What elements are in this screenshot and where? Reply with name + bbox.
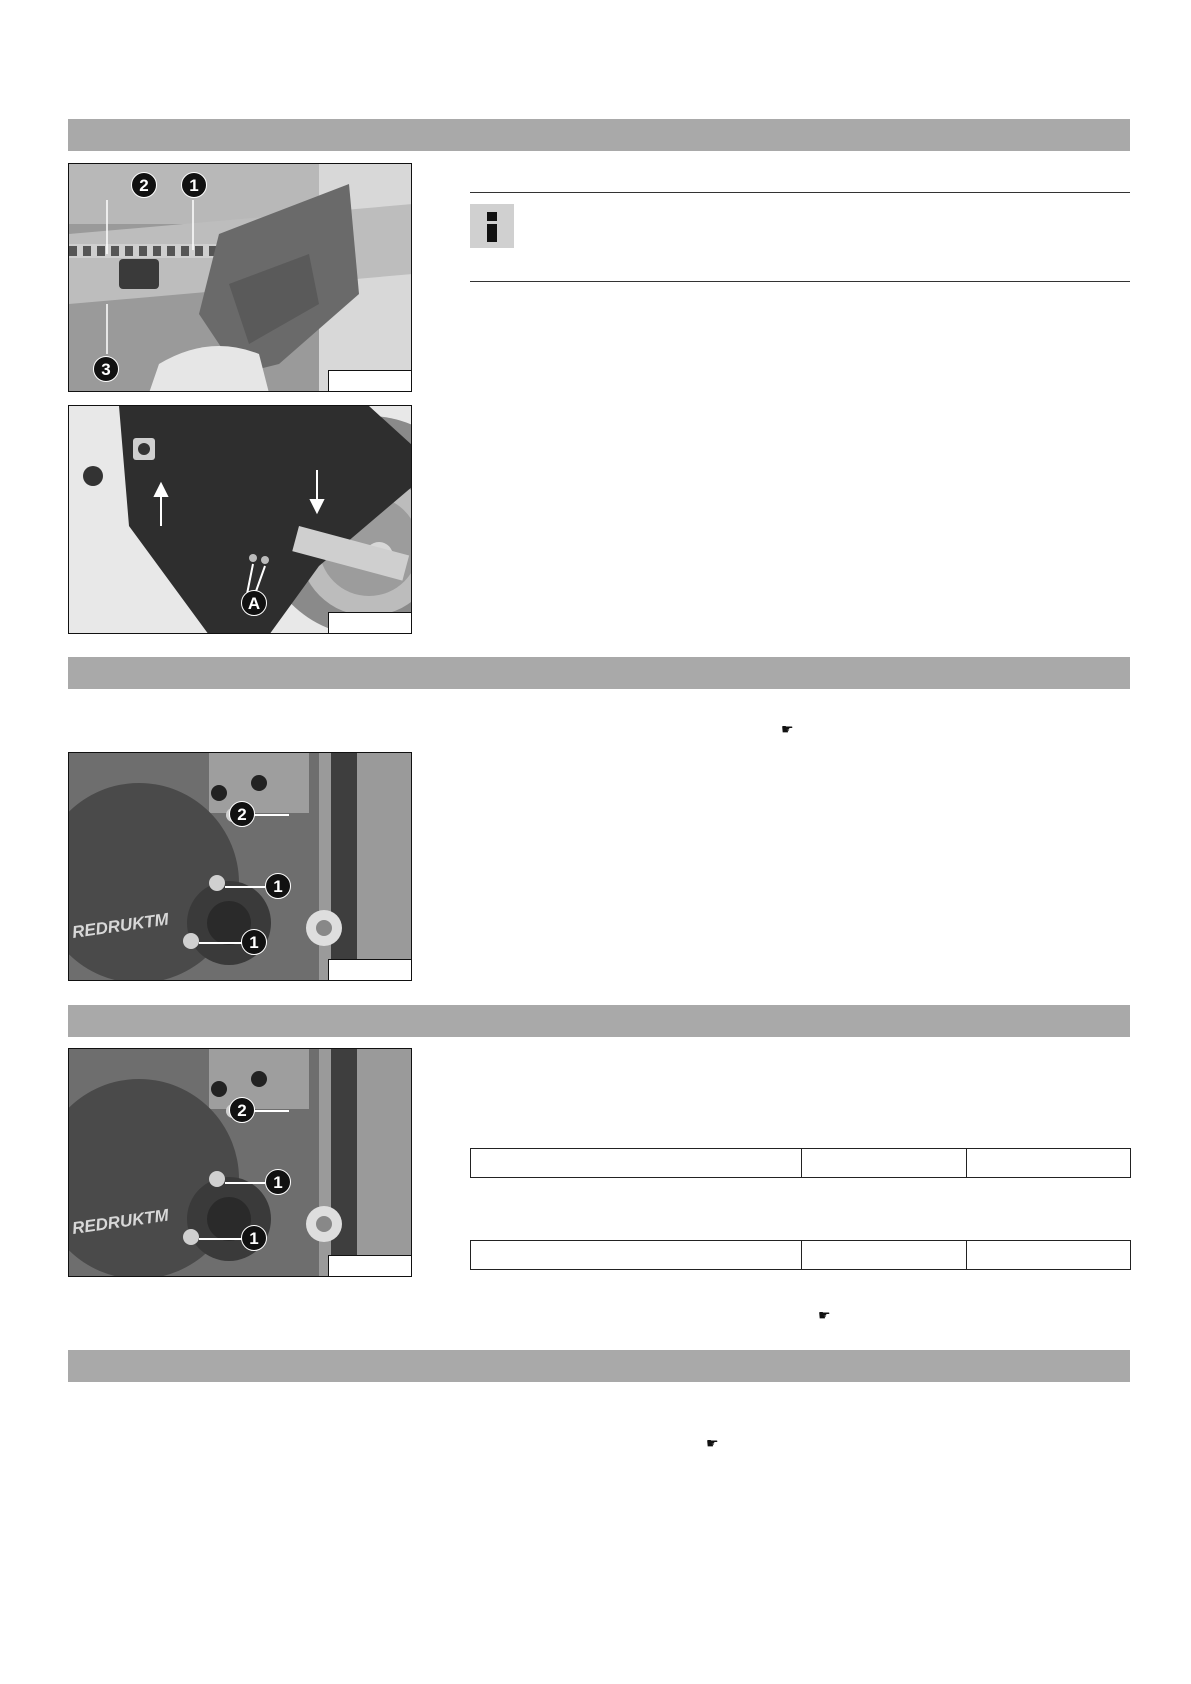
photo-chain-cover: [68, 405, 412, 634]
section-header-bar: [68, 657, 1130, 689]
callout-1: 1: [241, 1225, 267, 1251]
callout-1: 1: [265, 1169, 291, 1195]
callout-3: 3: [93, 356, 119, 382]
image-number-tag: [328, 1255, 411, 1276]
spec-cell: [967, 1149, 1131, 1178]
spec-cell: [471, 1241, 802, 1270]
cover-brand-lettering: REDRUKTM: [70, 1205, 170, 1238]
pointing-hand-icon[interactable]: ☛: [818, 1307, 831, 1323]
note-bottom-rule: [470, 281, 1130, 282]
clutch-cover-illustration: [69, 753, 412, 981]
section-header-bar: [68, 119, 1130, 151]
spec-cell: [802, 1241, 967, 1270]
callout-2: 2: [229, 1097, 255, 1123]
clutch-cover-install-illustration: [69, 1049, 412, 1277]
pointing-hand-icon[interactable]: ☛: [781, 721, 794, 737]
callout-1: 1: [181, 172, 207, 198]
tightening-torque-table: [470, 1240, 1131, 1270]
callout-A: A: [241, 590, 267, 616]
tightening-torque-table: [470, 1148, 1131, 1178]
callout-2: 2: [131, 172, 157, 198]
image-number-tag: [328, 612, 411, 633]
cover-brand-lettering: REDRUKTM: [70, 909, 170, 942]
spec-cell: [471, 1149, 802, 1178]
info-icon: [470, 204, 514, 248]
photo-clutch-cover: [68, 752, 412, 981]
section-header-bar: [68, 1005, 1130, 1037]
pointing-hand-icon[interactable]: ☛: [706, 1435, 719, 1451]
section-header-bar: [68, 1350, 1130, 1382]
callout-1: 1: [241, 929, 267, 955]
photo-chain-guard: [68, 163, 412, 392]
image-number-tag: [328, 370, 411, 391]
image-number-tag: [328, 959, 411, 980]
spec-cell: [802, 1149, 967, 1178]
note-top-rule: [470, 192, 1130, 193]
callout-1: 1: [265, 873, 291, 899]
callout-2: 2: [229, 801, 255, 827]
chain-guard-illustration: [69, 164, 412, 392]
spec-cell: [967, 1241, 1131, 1270]
photo-clutch-cover-install: [68, 1048, 412, 1277]
